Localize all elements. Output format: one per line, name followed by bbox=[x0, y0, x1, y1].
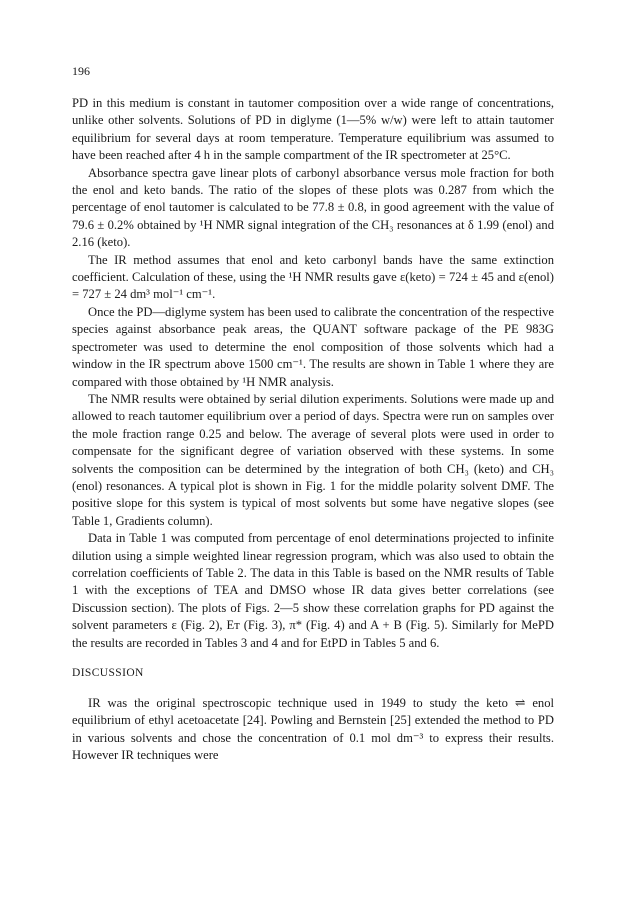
paragraph-calibration: Once the PD—diglyme system has been used to calibrate the concentration of the respective species against absorbance peak areas, the QUANT software package of the PE 983G spectrometer was used to determine the enol composition of those solvents which had a window in the IR spectrum above 1500 cm⁻¹. The results are shown in Table 1 where they are compared with those obtained by ¹H NMR analysis. bbox=[72, 304, 554, 389]
paragraph-discussion: IR was the original spectroscopic technique used in 1949 to study the keto ⇌ enol equilibrium of ethyl acetoacetate [24]. Powling and Bernstein [25] extended the method to PD in various solvents and chose the concentration of 0.1 mol dm⁻³ to express their results. However IR techniques were bbox=[72, 696, 554, 763]
paragraph-absorbance-spectra: Absorbance spectra gave linear plots of carbonyl absorbance versus mole fraction for both the enol and keto bands. The ratio of the slopes of these plots was 0.287 from which the percentage of enol tautomer is calculated to be 77.8 ± 0.8, in good agreement with the value of 79.6 ± 0.2% obtained by ¹H NMR signal integration of the CH₃ resonances at δ 1.99 (enol) and 2.16 (keto). bbox=[72, 165, 554, 250]
paragraph-extinction-coefficient: The IR method assumes that enol and keto carbonyl bands have the same extinction coefficient. Calculation of these, using the ¹H NMR results gave ε(keto) = 724 ± 45 and ε(enol) = 727 ± 24 dm³ mol⁻¹ cm⁻¹. bbox=[72, 252, 554, 302]
page-number: 196 bbox=[72, 64, 90, 78]
body-text bbox=[72, 95, 554, 765]
paragraph-table-data: Data in Table 1 was computed from percentage of enol determinations projected to infinite dilution using a simple weighted linear regression program, which was also used to obtain the correlation coefficients of Table 2. The data in this Table is based on the NMR results of Table 1 with the exceptions of TEA and DMSO whose IR data gives better correlations (see Discussion section). The plots of Figs. 2—5 show these correlation graphs for PD against the solvent parameters ε (Fig. 2), Eᴛ (Fig. 3), π* (Fig. 4) and A + B (Fig. 5). Similarly for MePD the results are recorded in Tables 3 and 4 and for EtPD in Tables 5 and 6. bbox=[72, 531, 554, 650]
section-heading-discussion: DISCUSSION bbox=[72, 667, 144, 679]
paragraph-pd-diglyme: PD in this medium is constant in tautomer composition over a wide range of concentrations, unlike other solvents. Solutions of PD in diglyme (1—5% w/w) were left to attain tautomer equilibrium for several days at room temperature. Temperature equilibrium was assumed to have been reached after 4 h in the sample compartment of the IR spectrometer at 25°C. bbox=[72, 96, 554, 163]
paragraph-nmr-results: The NMR results were obtained by serial dilution experiments. Solutions were made up and allowed to reach tautomer equilibrium over a period of days. Spectra were run on samples over the mole fraction range 0.25 and below. The average of several plots were used in order to compensate for the significant degree of variation observed with these systems. In some solvents the composition can be determined by the integration of both CH₃ (keto) and CH₃ (enol) resonances. A typical plot is shown in Fig. 1 for the middle polarity solvent DMF. The positive slope for this system is typical of most solvents but some have negative slopes (see Table 1, Gradients column). bbox=[72, 391, 554, 528]
